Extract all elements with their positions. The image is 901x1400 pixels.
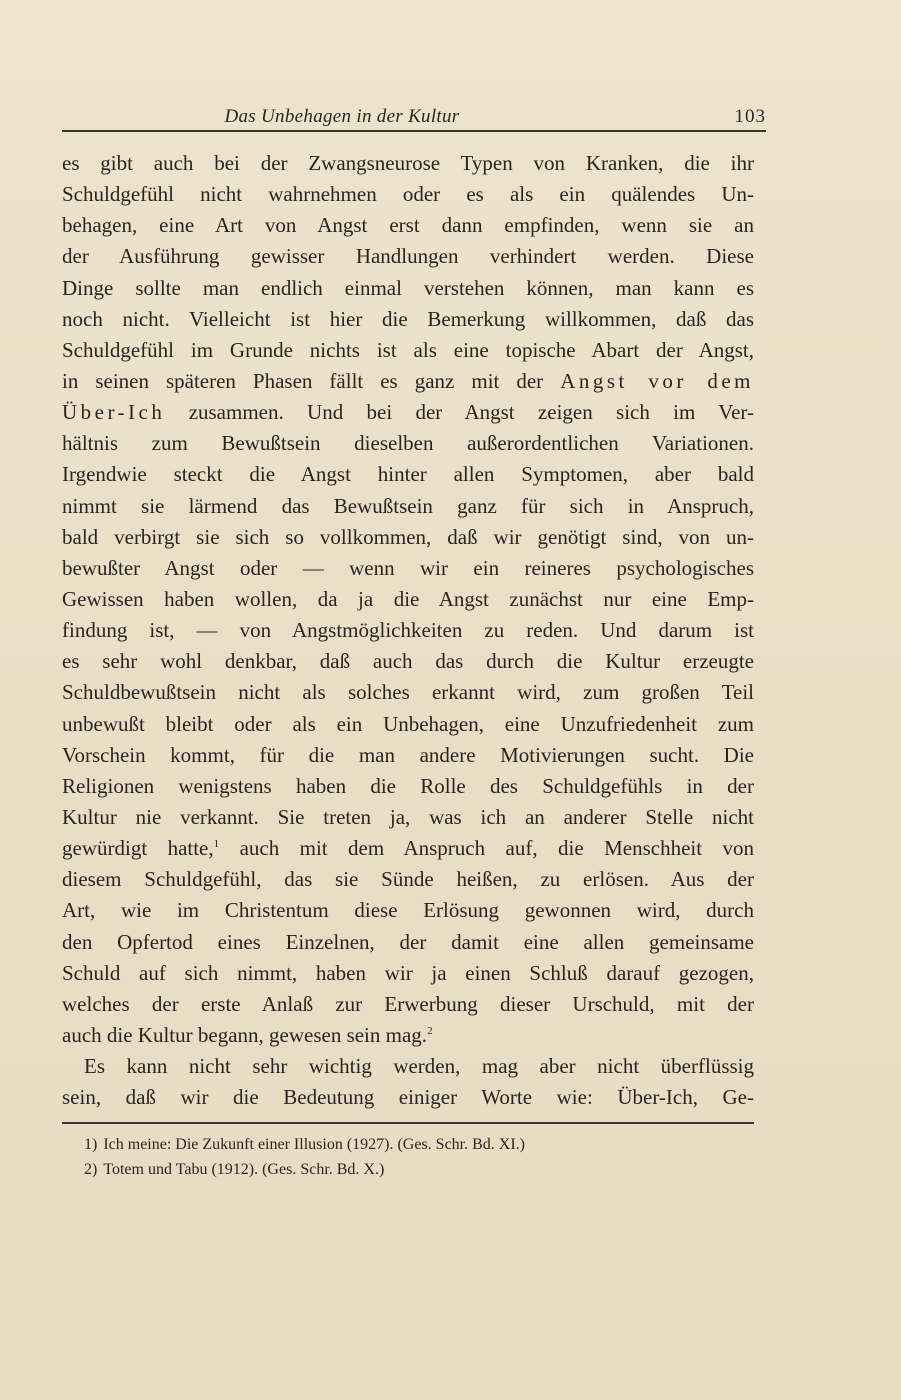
footnote-1: [84, 1132, 754, 1157]
text-line: [62, 366, 754, 397]
text-line: Kultur nie verkannt. Sie treten ja, was ich an anderer Stelle nicht: [62, 804, 754, 829]
text-line: noch nicht. Vielleicht ist hier die Bemerkung willkommen, daß das: [62, 306, 754, 331]
running-head: [62, 102, 766, 132]
footnote-marker: 2): [84, 1161, 98, 1178]
text-line: Schuld auf sich nimmt, haben wir ja einen Schluß darauf gezogen,: [62, 960, 754, 985]
text-line: es gibt auch bei der Zwangsneurose Typen von Kranken, die ihr: [62, 151, 754, 175]
text-line: sein, daß wir die Bedeutung einiger Worte wie: Über-Ich, Ge-: [62, 1085, 754, 1110]
text-line: Dinge sollte man endlich einmal verstehen können, man kann es: [62, 275, 754, 300]
text-line: Gewissen haben wollen, da ja die Angst zunächst nur eine Emp-: [62, 586, 754, 611]
text-line: Art, wie im Christentum diese Erlösung gewonnen wird, durch: [62, 898, 754, 923]
text-line: Irgendwie steckt die Angst hinter allen Symptomen, aber bald: [62, 462, 754, 487]
text-line: Religionen wenigstens haben die Rolle des Schuldgefühls in der: [62, 773, 754, 798]
text-segment: gewürdigt hatte,: [62, 836, 214, 861]
text-line: [62, 397, 754, 428]
text-line: bewußter Angst oder — wenn wir ein reineres psychologisches: [62, 555, 754, 580]
text-line: Vorschein kommt, für die man andere Motivierungen sucht. Die: [62, 742, 754, 767]
text-line: findung ist, — von Angstmöglichkeiten zu reden. Und darum ist: [62, 618, 754, 643]
text-line: diesem Schuldgefühl, das sie Sünde heißen, zu erlösen. Aus der: [62, 867, 754, 892]
footnote-marker: 1): [84, 1136, 98, 1153]
text-line: welches der erste Anlaß zur Erwerbung dieser Urschuld, mit der: [62, 991, 754, 1016]
footnote-text: Ich meine: Die Zukunft einer Illusion (1927). (Ges. Schr. Bd. XI.): [103, 1136, 526, 1153]
text-line: [62, 833, 754, 864]
text-line: der Ausführung gewisser Handlungen verhindert werden. Diese: [62, 244, 754, 269]
header-rule: [62, 130, 766, 132]
running-title: Das Unbehagen in der Kultur: [224, 106, 460, 127]
text-line: hältnis zum Bewußtsein dieselben außerordentlichen Variationen.: [62, 431, 754, 456]
footnote-rule: [62, 1122, 754, 1124]
text-line: es sehr wohl denkbar, daß auch das durch die Kultur erzeugte: [62, 649, 754, 674]
footnote-2: [84, 1157, 754, 1182]
text-line: nimmt sie lärmend das Bewußtsein ganz für sich in Anspruch,: [62, 493, 754, 518]
text-segment: in seinen späteren Phasen fällt es ganz mit der: [62, 368, 544, 393]
text-line: [62, 1020, 754, 1051]
text-line: Schuldgefühl im Grunde nichts ist als eine topische Abart der Angst,: [62, 337, 754, 362]
body-text: [62, 148, 754, 1113]
footnote-ref[interactable]: 1: [213, 838, 220, 851]
text-line: bald verbirgt sie sich so vollkommen, daß wir genötigt sind, von un-: [62, 524, 754, 549]
footnote-ref[interactable]: 2: [427, 1024, 433, 1037]
text-segment: auch mit dem Anspruch auf, die Menschheit von: [239, 836, 754, 861]
footnotes: [84, 1132, 754, 1182]
text-line: Schuldbewußtsein nicht als solches erkannt wird, zum großen Teil: [62, 680, 754, 705]
text-line: unbewußt bleibt oder als ein Unbehagen, eine Unzufriedenheit zum: [62, 711, 754, 736]
text-line: den Opfertod eines Einzelnen, der damit eine allen gemeinsame: [62, 929, 754, 954]
text-segment: auch die Kultur begann, gewesen sein mag.: [62, 1022, 428, 1047]
page-number: 103: [734, 106, 766, 127]
text-segment: zusammen. Und bei der Angst zeigen sich im Ver-: [188, 400, 754, 425]
spaced-emphasis: Über-Ich: [62, 400, 166, 425]
text-line: behagen, eine Art von Angst erst dann empfinden, wenn sie an: [62, 213, 754, 238]
text-line: Schuldgefühl nicht wahrnehmen oder es als ein quälendes Un-: [62, 182, 754, 207]
spaced-emphasis: Angst vor dem: [560, 368, 754, 393]
footnote-text: Totem und Tabu (1912). (Ges. Schr. Bd. X.): [103, 1161, 385, 1178]
text-line: Es kann nicht sehr wichtig werden, mag aber nicht überflüssig: [84, 1054, 754, 1079]
